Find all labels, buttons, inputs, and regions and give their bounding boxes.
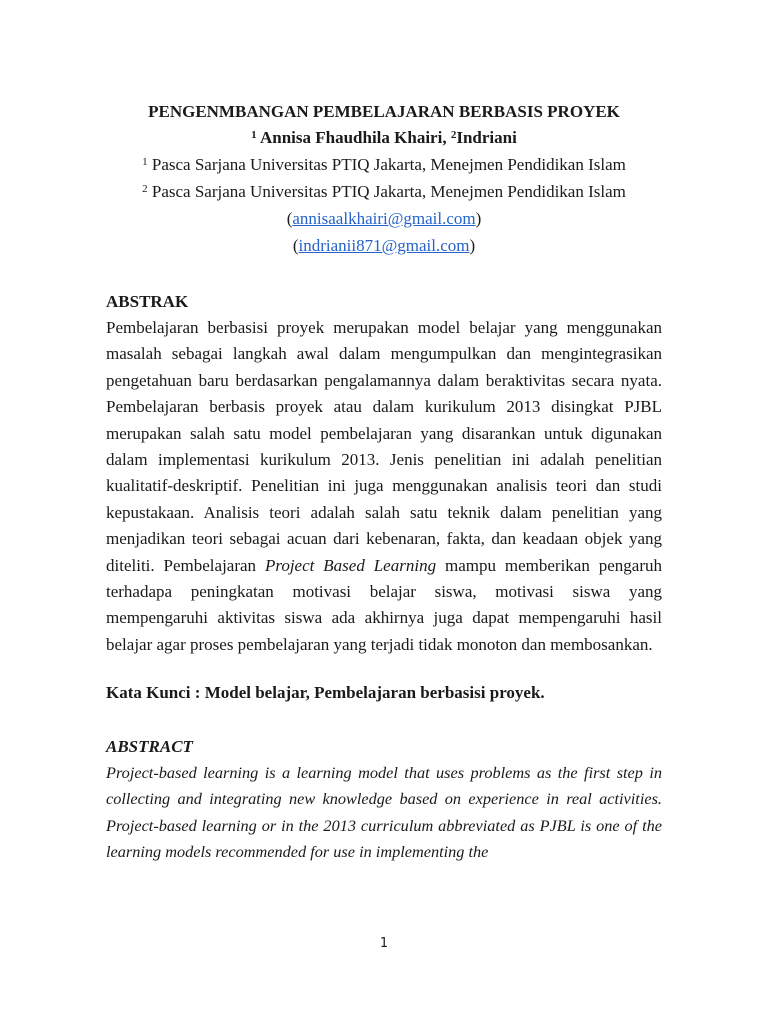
affiliation-1: [106, 151, 662, 178]
abstrak-italic-term: Project Based Learning: [264, 555, 437, 575]
abstract-heading: ABSTRACT: [106, 737, 193, 757]
author-line: [106, 125, 662, 151]
email-link-1[interactable]: annisaalkhairi@gmail.com: [292, 209, 476, 228]
abstrak-text-part2: mampu memberikan pengaruh terhadapa peningkatan motivasi belajar siswa, motivasi siswa yang mempengaruhi aktivitas siswa ada akhirnya juga dapat mempengaruhi hasil belajar agar proses pembelajaran yang terjadi tidak monoton dan membosankan.: [106, 555, 663, 654]
affil1-text: Pasca Sarjana Universitas PTIQ Jakarta, Menejmen Pendidikan Islam: [151, 155, 626, 174]
affil2-text: Pasca Sarjana Universitas PTIQ Jakarta, Menejmen Pendidikan Islam: [151, 182, 626, 201]
author1-name: Annisa Fhaudhila Khairi,: [259, 128, 447, 147]
keywords-line: Kata Kunci : Model belajar, Pembelajaran berbasisi proyek.: [106, 683, 545, 703]
affil2-superscript: 2: [142, 183, 148, 195]
affil1-superscript: 1: [142, 156, 148, 168]
affiliation-2: [106, 178, 662, 205]
page-number: 1: [379, 936, 389, 951]
email-line-1: (annisaalkhairi@gmail.com): [286, 209, 482, 228]
author2-superscript: 2: [450, 129, 457, 141]
paper-title: PENGENMBANGAN PEMBELAJARAN BERBASIS PROYEK: [148, 102, 620, 121]
abstrak-heading: ABSTRAK: [106, 292, 189, 311]
document-page: [106, 98, 662, 865]
abstract-body: Project-based learning is a learning model that uses problems as the first step in collecting and integrating new knowledge based on experience in real activities. Project-based learning or in the 2013 curriculum abbreviated as PJBL is one of the learning models recommended for use in implementing the: [106, 763, 662, 861]
abstrak-text-part1: Pembelajaran berbasisi proyek merupakan model belajar yang menggunakan masalah sebagai langkah awal dalam mengumpulkan dan mengintegrasikan pengetahuan baru berdasarkan pengalamannya dalam beraktivitas secara nyata. Pembelajaran berbasis proyek atau dalam kurikulum 2013 disingkat PJBL merupakan salah satu model pembelajaran yang disarankan untuk digunakan dalam implementasi kurikulum 2013. Jenis penelitian ini adalah penelitian kualitatif-deskriptif. Penelitian ini juga menggunakan analisis teori dan studi kepustakaan. Analisis teori adalah salah satu teknik dalam penelitian yang menjadikan teori sebagai acuan dari kebenaran, fakta, dan keadaan objek yang diteliti. Pembelajaran: [106, 318, 662, 575]
author1-superscript: 1: [251, 129, 257, 141]
abstrak-body: [106, 315, 662, 658]
email-line-2: (indrianii871@gmail.com): [292, 236, 476, 255]
author2-name: Indriani: [456, 128, 517, 147]
email-link-2[interactable]: indrianii871@gmail.com: [298, 236, 470, 255]
